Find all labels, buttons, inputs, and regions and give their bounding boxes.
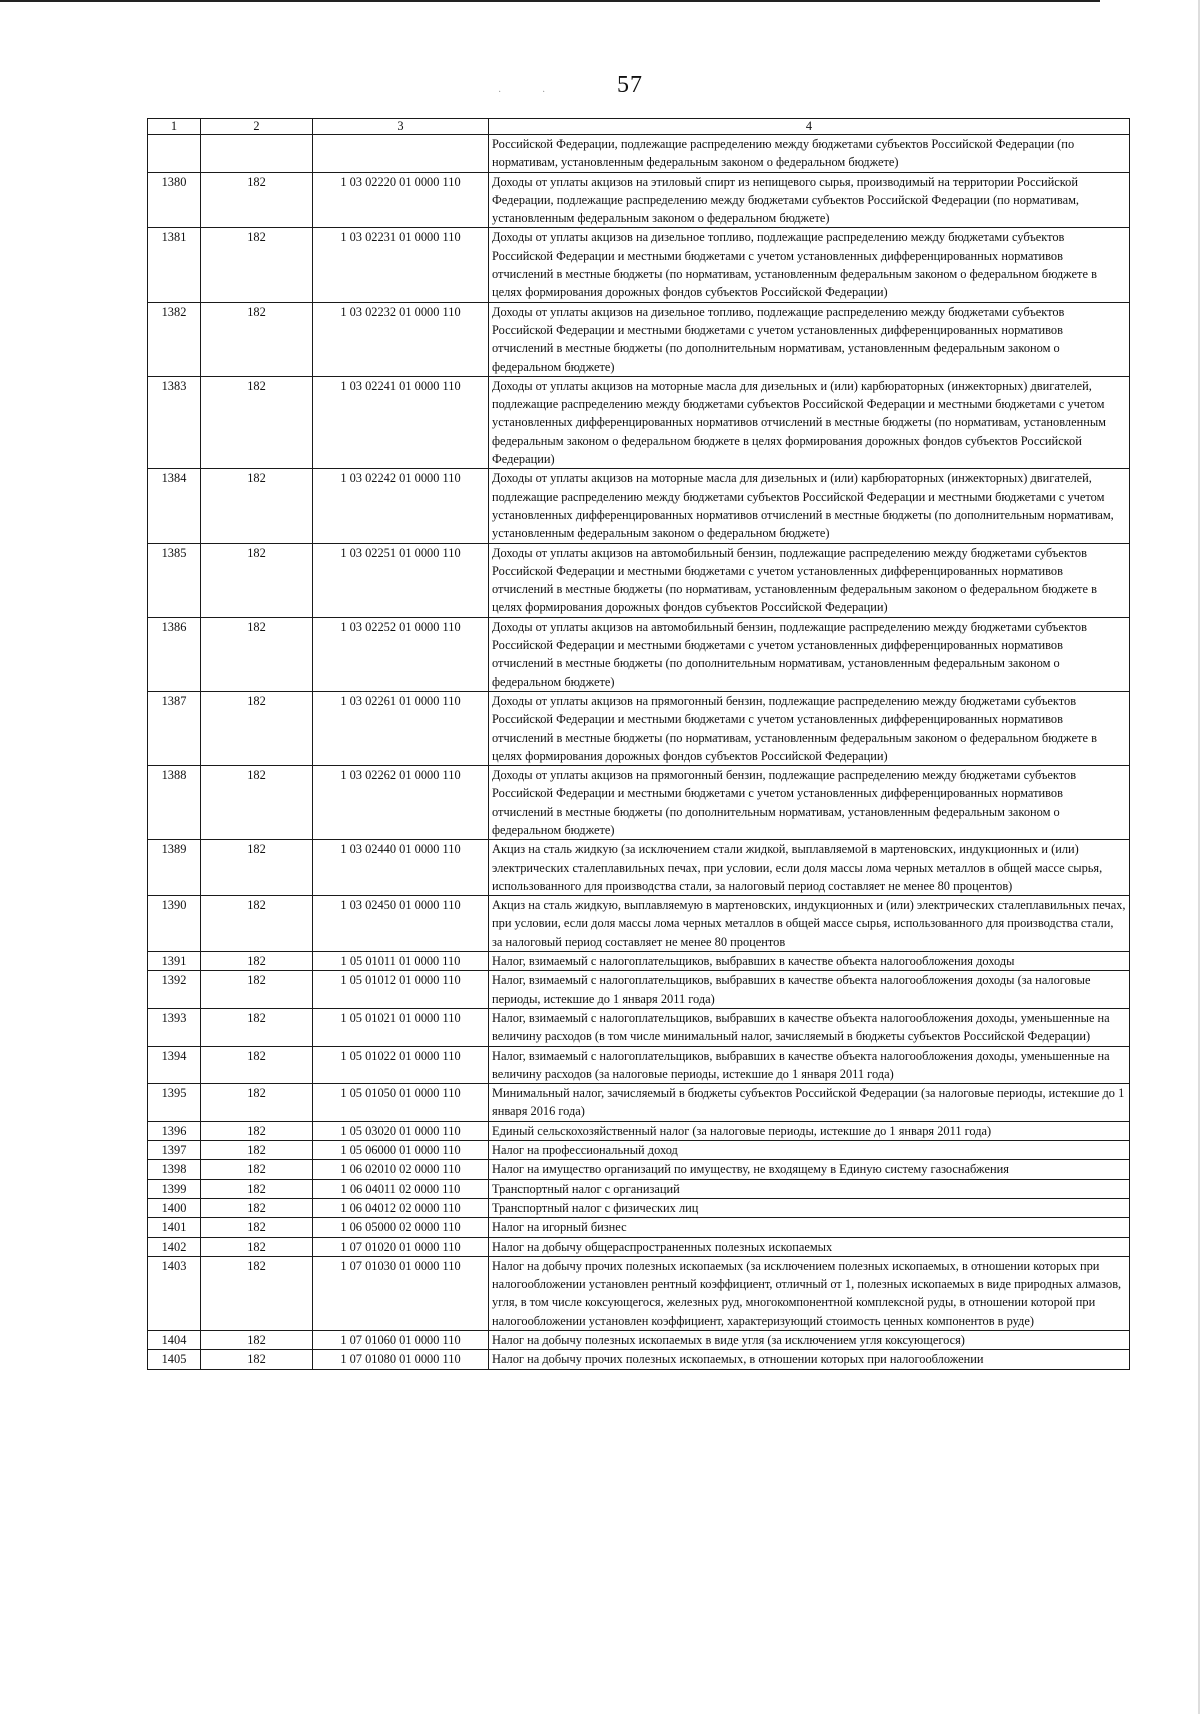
page-number: 57 [617, 72, 643, 98]
admin-code: 182 [201, 1160, 313, 1179]
budget-classification-code: 1 06 04012 02 0000 110 [313, 1198, 489, 1217]
budget-classification-code: 1 07 01030 01 0000 110 [313, 1256, 489, 1330]
row-number: 1381 [148, 228, 201, 302]
budget-classification-code: 1 07 01060 01 0000 110 [313, 1331, 489, 1350]
revenue-description: Минимальный налог, зачисляемый в бюджеты субъектов Российской Федерации (за налоговые периоды, истекшие до 1 января 2016 года) [489, 1084, 1130, 1122]
budget-classification-code: 1 03 02251 01 0000 110 [313, 543, 489, 617]
row-number: 1398 [148, 1160, 201, 1179]
budget-classification-code: 1 03 02261 01 0000 110 [313, 691, 489, 765]
table-row [148, 1046, 1130, 1084]
table-row [148, 543, 1130, 617]
revenue-description: Доходы от уплаты акцизов на автомобильный бензин, подлежащие распределению между бюджетами субъектов Российской Федерации и местными бюджетами с учетом установленных дифференцированных нормативов отчислений в местные бюджеты (по дополнительным нормативам, установленным федеральным законом о федеральном бюджете) [489, 617, 1130, 691]
admin-code: 182 [201, 1179, 313, 1198]
revenue-description: Налог на профессиональный доход [489, 1141, 1130, 1160]
table-row [148, 1198, 1130, 1217]
revenue-description: Акциз на сталь жидкую, выплавляемую в мартеновских, индукционных и (или) электрических сталеплавильных печах, при условии, если доля массы лома черных металлов в общей массе сырья, использованного для производства стали, за налоговый период составляет не менее 80 процентов [489, 896, 1130, 952]
row-number: 1404 [148, 1331, 201, 1350]
revenue-description: Налог, взимаемый с налогоплательщиков, выбравших в качестве объекта налогообложения доходы (за налоговые периоды, истекшие до 1 января 2011 года) [489, 971, 1130, 1009]
table-row [148, 1141, 1130, 1160]
header-col-4: 4 [489, 119, 1130, 135]
admin-code: 182 [201, 1084, 313, 1122]
budget-classification-code: 1 03 02231 01 0000 110 [313, 228, 489, 302]
admin-code: 182 [201, 896, 313, 952]
header-col-3: 3 [313, 119, 489, 135]
budget-classification-code: 1 03 02242 01 0000 110 [313, 469, 489, 543]
table-header-row [148, 119, 1130, 135]
admin-code: 182 [201, 971, 313, 1009]
revenue-description: Российской Федерации, подлежащие распределению между бюджетами субъектов Российской Федерации (по нормативам, установленным федеральным законом о федеральном бюджете) [489, 135, 1130, 173]
row-number: 1396 [148, 1121, 201, 1140]
revenue-description: Доходы от уплаты акцизов на этиловый спирт из непищевого сырья, производимый на территории Российской Федерации, подлежащие распределению между бюджетами субъектов Российской Федерации (по нормативам, установленным федеральным законом о федеральном бюджете) [489, 172, 1130, 228]
table-row [148, 228, 1130, 302]
table-row [148, 135, 1130, 173]
table-row [148, 1237, 1130, 1256]
table-row [148, 1179, 1130, 1198]
scan-dot: · [498, 87, 502, 98]
row-number: 1392 [148, 971, 201, 1009]
revenue-description: Доходы от уплаты акцизов на прямогонный бензин, подлежащие распределению между бюджетами субъектов Российской Федерации и местными бюджетами с учетом установленных дифференцированных нормативов отчислений в местные бюджеты (по дополнительным нормативам, установленным федеральным законом о федеральном бюджете) [489, 766, 1130, 840]
budget-classification-code: 1 05 06000 01 0000 110 [313, 1141, 489, 1160]
table-row [148, 1218, 1130, 1237]
admin-code: 182 [201, 172, 313, 228]
admin-code: 182 [201, 952, 313, 971]
row-number: 1402 [148, 1237, 201, 1256]
table-row [148, 896, 1130, 952]
revenue-description: Транспортный налог с физических лиц [489, 1198, 1130, 1217]
table-row [148, 952, 1130, 971]
scan-dot: · [542, 87, 546, 98]
table-row [148, 1160, 1130, 1179]
budget-classification-code: 1 05 01011 01 0000 110 [313, 952, 489, 971]
table-row [148, 617, 1130, 691]
admin-code: 182 [201, 1218, 313, 1237]
table-row [148, 1008, 1130, 1046]
budget-classification-code: 1 06 05000 02 0000 110 [313, 1218, 489, 1237]
row-number: 1393 [148, 1008, 201, 1046]
budget-classification-code: 1 05 01012 01 0000 110 [313, 971, 489, 1009]
budget-classification-code: 1 07 01020 01 0000 110 [313, 1237, 489, 1256]
revenue-description: Налог, взимаемый с налогоплательщиков, выбравших в качестве объекта налогообложения доходы, уменьшенные на величину расходов (за налоговые периоды, истекшие до 1 января 2011 года) [489, 1046, 1130, 1084]
admin-code: 182 [201, 1008, 313, 1046]
admin-code: 182 [201, 228, 313, 302]
row-number: 1395 [148, 1084, 201, 1122]
row-number: 1380 [148, 172, 201, 228]
admin-code: 182 [201, 1046, 313, 1084]
table-row [148, 691, 1130, 765]
row-number: 1400 [148, 1198, 201, 1217]
table-row [148, 172, 1130, 228]
table-row [148, 302, 1130, 376]
revenue-description: Доходы от уплаты акцизов на моторные масла для дизельных и (или) карбюраторных (инжекторных) двигателей, подлежащие распределению между бюджетами субъектов Российской Федерации и местными бюджетами с учетом установленных дифференцированных нормативов отчислений в местные бюджеты (по дополнительным нормативам, установленным федеральным законом о федеральном бюджете) [489, 469, 1130, 543]
revenue-description: Налог, взимаемый с налогоплательщиков, выбравших в качестве объекта налогообложения доходы, уменьшенные на величину расходов (в том числе минимальный налог, зачисляемый в бюджеты субъектов Российской Федерации) [489, 1008, 1130, 1046]
header-col-1: 1 [148, 119, 201, 135]
admin-code: 182 [201, 1141, 313, 1160]
table-row [148, 840, 1130, 896]
revenue-description: Налог на добычу общераспространенных полезных ископаемых [489, 1237, 1130, 1256]
admin-code: 182 [201, 840, 313, 896]
row-number: 1394 [148, 1046, 201, 1084]
revenue-description: Доходы от уплаты акцизов на моторные масла для дизельных и (или) карбюраторных (инжекторных) двигателей, подлежащие распределению между бюджетами субъектов Российской Федерации и местными бюджетами с учетом установленных дифференцированных нормативов отчислений в местные бюджеты (по нормативам, установленным федеральным законом о федеральном бюджете в целях формирования дорожных фондов субъектов Российской Федерации) [489, 376, 1130, 468]
budget-classification-code: 1 03 02440 01 0000 110 [313, 840, 489, 896]
admin-code: 182 [201, 376, 313, 468]
row-number: 1401 [148, 1218, 201, 1237]
revenue-description: Налог, взимаемый с налогоплательщиков, выбравших в качестве объекта налогообложения доходы [489, 952, 1130, 971]
revenue-description: Единый сельскохозяйственный налог (за налоговые периоды, истекшие до 1 января 2011 года) [489, 1121, 1130, 1140]
admin-code: 182 [201, 1331, 313, 1350]
row-number: 1384 [148, 469, 201, 543]
scan-top-border [0, 0, 1100, 2]
table-row [148, 1256, 1130, 1330]
admin-code: 182 [201, 469, 313, 543]
table-row [148, 376, 1130, 468]
admin-code: 182 [201, 1350, 313, 1369]
row-number: 1397 [148, 1141, 201, 1160]
revenue-description: Доходы от уплаты акцизов на автомобильный бензин, подлежащие распределению между бюджетами субъектов Российской Федерации и местными бюджетами с учетом установленных дифференцированных нормативов отчислений в местные бюджеты (по нормативам, установленным федеральным законом о федеральном бюджете в целях формирования дорожных фондов субъектов Российской Федерации) [489, 543, 1130, 617]
revenue-code-table [147, 118, 1130, 1370]
row-number: 1405 [148, 1350, 201, 1369]
budget-classification-code: 1 07 01080 01 0000 110 [313, 1350, 489, 1369]
row-number: 1390 [148, 896, 201, 952]
budget-classification-code: 1 03 02262 01 0000 110 [313, 766, 489, 840]
admin-code: 182 [201, 1198, 313, 1217]
revenue-description: Акциз на сталь жидкую (за исключением стали жидкой, выплавляемой в мартеновских, индукционных и (или) электрических сталеплавильных печах, при условии, если доля массы лома черных металлов в общей массе сырья, использованного для производства стали, за налоговый период составляет не менее 80 процентов) [489, 840, 1130, 896]
revenue-description: Доходы от уплаты акцизов на дизельное топливо, подлежащие распределению между бюджетами субъектов Российской Федерации и местными бюджетами с учетом установленных дифференцированных нормативов отчислений в местные бюджеты (по нормативам, установленным федеральным законом о федеральном бюджете в целях формирования дорожных фондов субъектов Российской Федерации) [489, 228, 1130, 302]
row-number: 1385 [148, 543, 201, 617]
table-row [148, 469, 1130, 543]
row-number: 1403 [148, 1256, 201, 1330]
row-number: 1391 [148, 952, 201, 971]
admin-code: 182 [201, 766, 313, 840]
budget-classification-code: 1 03 02450 01 0000 110 [313, 896, 489, 952]
revenue-description: Доходы от уплаты акцизов на дизельное топливо, подлежащие распределению между бюджетами субъектов Российской Федерации и местными бюджетами с учетом установленных дифференцированных нормативов отчислений в местные бюджеты (по дополнительным нормативам, установленным федеральным законом о федеральном бюджете) [489, 302, 1130, 376]
table-body [148, 135, 1130, 1370]
revenue-description: Налог на добычу полезных ископаемых в виде угля (за исключением угля коксующегося) [489, 1331, 1130, 1350]
row-number: 1387 [148, 691, 201, 765]
budget-classification-code [313, 135, 489, 173]
admin-code: 182 [201, 302, 313, 376]
table-row [148, 971, 1130, 1009]
table-row [148, 1121, 1130, 1140]
budget-classification-code: 1 05 01021 01 0000 110 [313, 1008, 489, 1046]
budget-classification-code: 1 05 01050 01 0000 110 [313, 1084, 489, 1122]
table-row [148, 1331, 1130, 1350]
budget-classification-code: 1 05 01022 01 0000 110 [313, 1046, 489, 1084]
budget-classification-code: 1 06 04011 02 0000 110 [313, 1179, 489, 1198]
row-number: 1383 [148, 376, 201, 468]
table-row [148, 1350, 1130, 1369]
table-row [148, 1084, 1130, 1122]
revenue-description: Налог на имущество организаций по имуществу, не входящему в Единую систему газоснабжения [489, 1160, 1130, 1179]
row-number: 1382 [148, 302, 201, 376]
admin-code: 182 [201, 1237, 313, 1256]
budget-classification-code: 1 03 02220 01 0000 110 [313, 172, 489, 228]
table-row [148, 766, 1130, 840]
row-number [148, 135, 201, 173]
admin-code: 182 [201, 543, 313, 617]
budget-classification-code: 1 05 03020 01 0000 110 [313, 1121, 489, 1140]
admin-code: 182 [201, 617, 313, 691]
budget-classification-code: 1 03 02252 01 0000 110 [313, 617, 489, 691]
revenue-description: Налог на игорный бизнес [489, 1218, 1130, 1237]
row-number: 1389 [148, 840, 201, 896]
revenue-description: Налог на добычу прочих полезных ископаемых (за исключением полезных ископаемых, в отношении которых при налогообложении установлен рентный коэффициент, отличный от 1, полезных ископаемых в виде природных алмазов, угля, в том числе коксующегося, железных руд, многокомпонентной комплексной руды, в отношении которой при налогообложении установлен коэффициент, характеризующий стоимость ценных компонентов в руде) [489, 1256, 1130, 1330]
row-number: 1386 [148, 617, 201, 691]
budget-classification-code: 1 03 02241 01 0000 110 [313, 376, 489, 468]
budget-classification-code: 1 03 02232 01 0000 110 [313, 302, 489, 376]
admin-code: 182 [201, 691, 313, 765]
header-col-2: 2 [201, 119, 313, 135]
row-number: 1399 [148, 1179, 201, 1198]
budget-classification-code: 1 06 02010 02 0000 110 [313, 1160, 489, 1179]
revenue-description: Налог на добычу прочих полезных ископаемых, в отношении которых при налогообложении [489, 1350, 1130, 1369]
revenue-description: Доходы от уплаты акцизов на прямогонный бензин, подлежащие распределению между бюджетами субъектов Российской Федерации и местными бюджетами с учетом установленных дифференцированных нормативов отчислений в местные бюджеты (по нормативам, установленным федеральным законом о федеральном бюджете в целях формирования дорожных фондов субъектов Российской Федерации) [489, 691, 1130, 765]
admin-code [201, 135, 313, 173]
admin-code: 182 [201, 1256, 313, 1330]
revenue-description: Транспортный налог с организаций [489, 1179, 1130, 1198]
row-number: 1388 [148, 766, 201, 840]
admin-code: 182 [201, 1121, 313, 1140]
